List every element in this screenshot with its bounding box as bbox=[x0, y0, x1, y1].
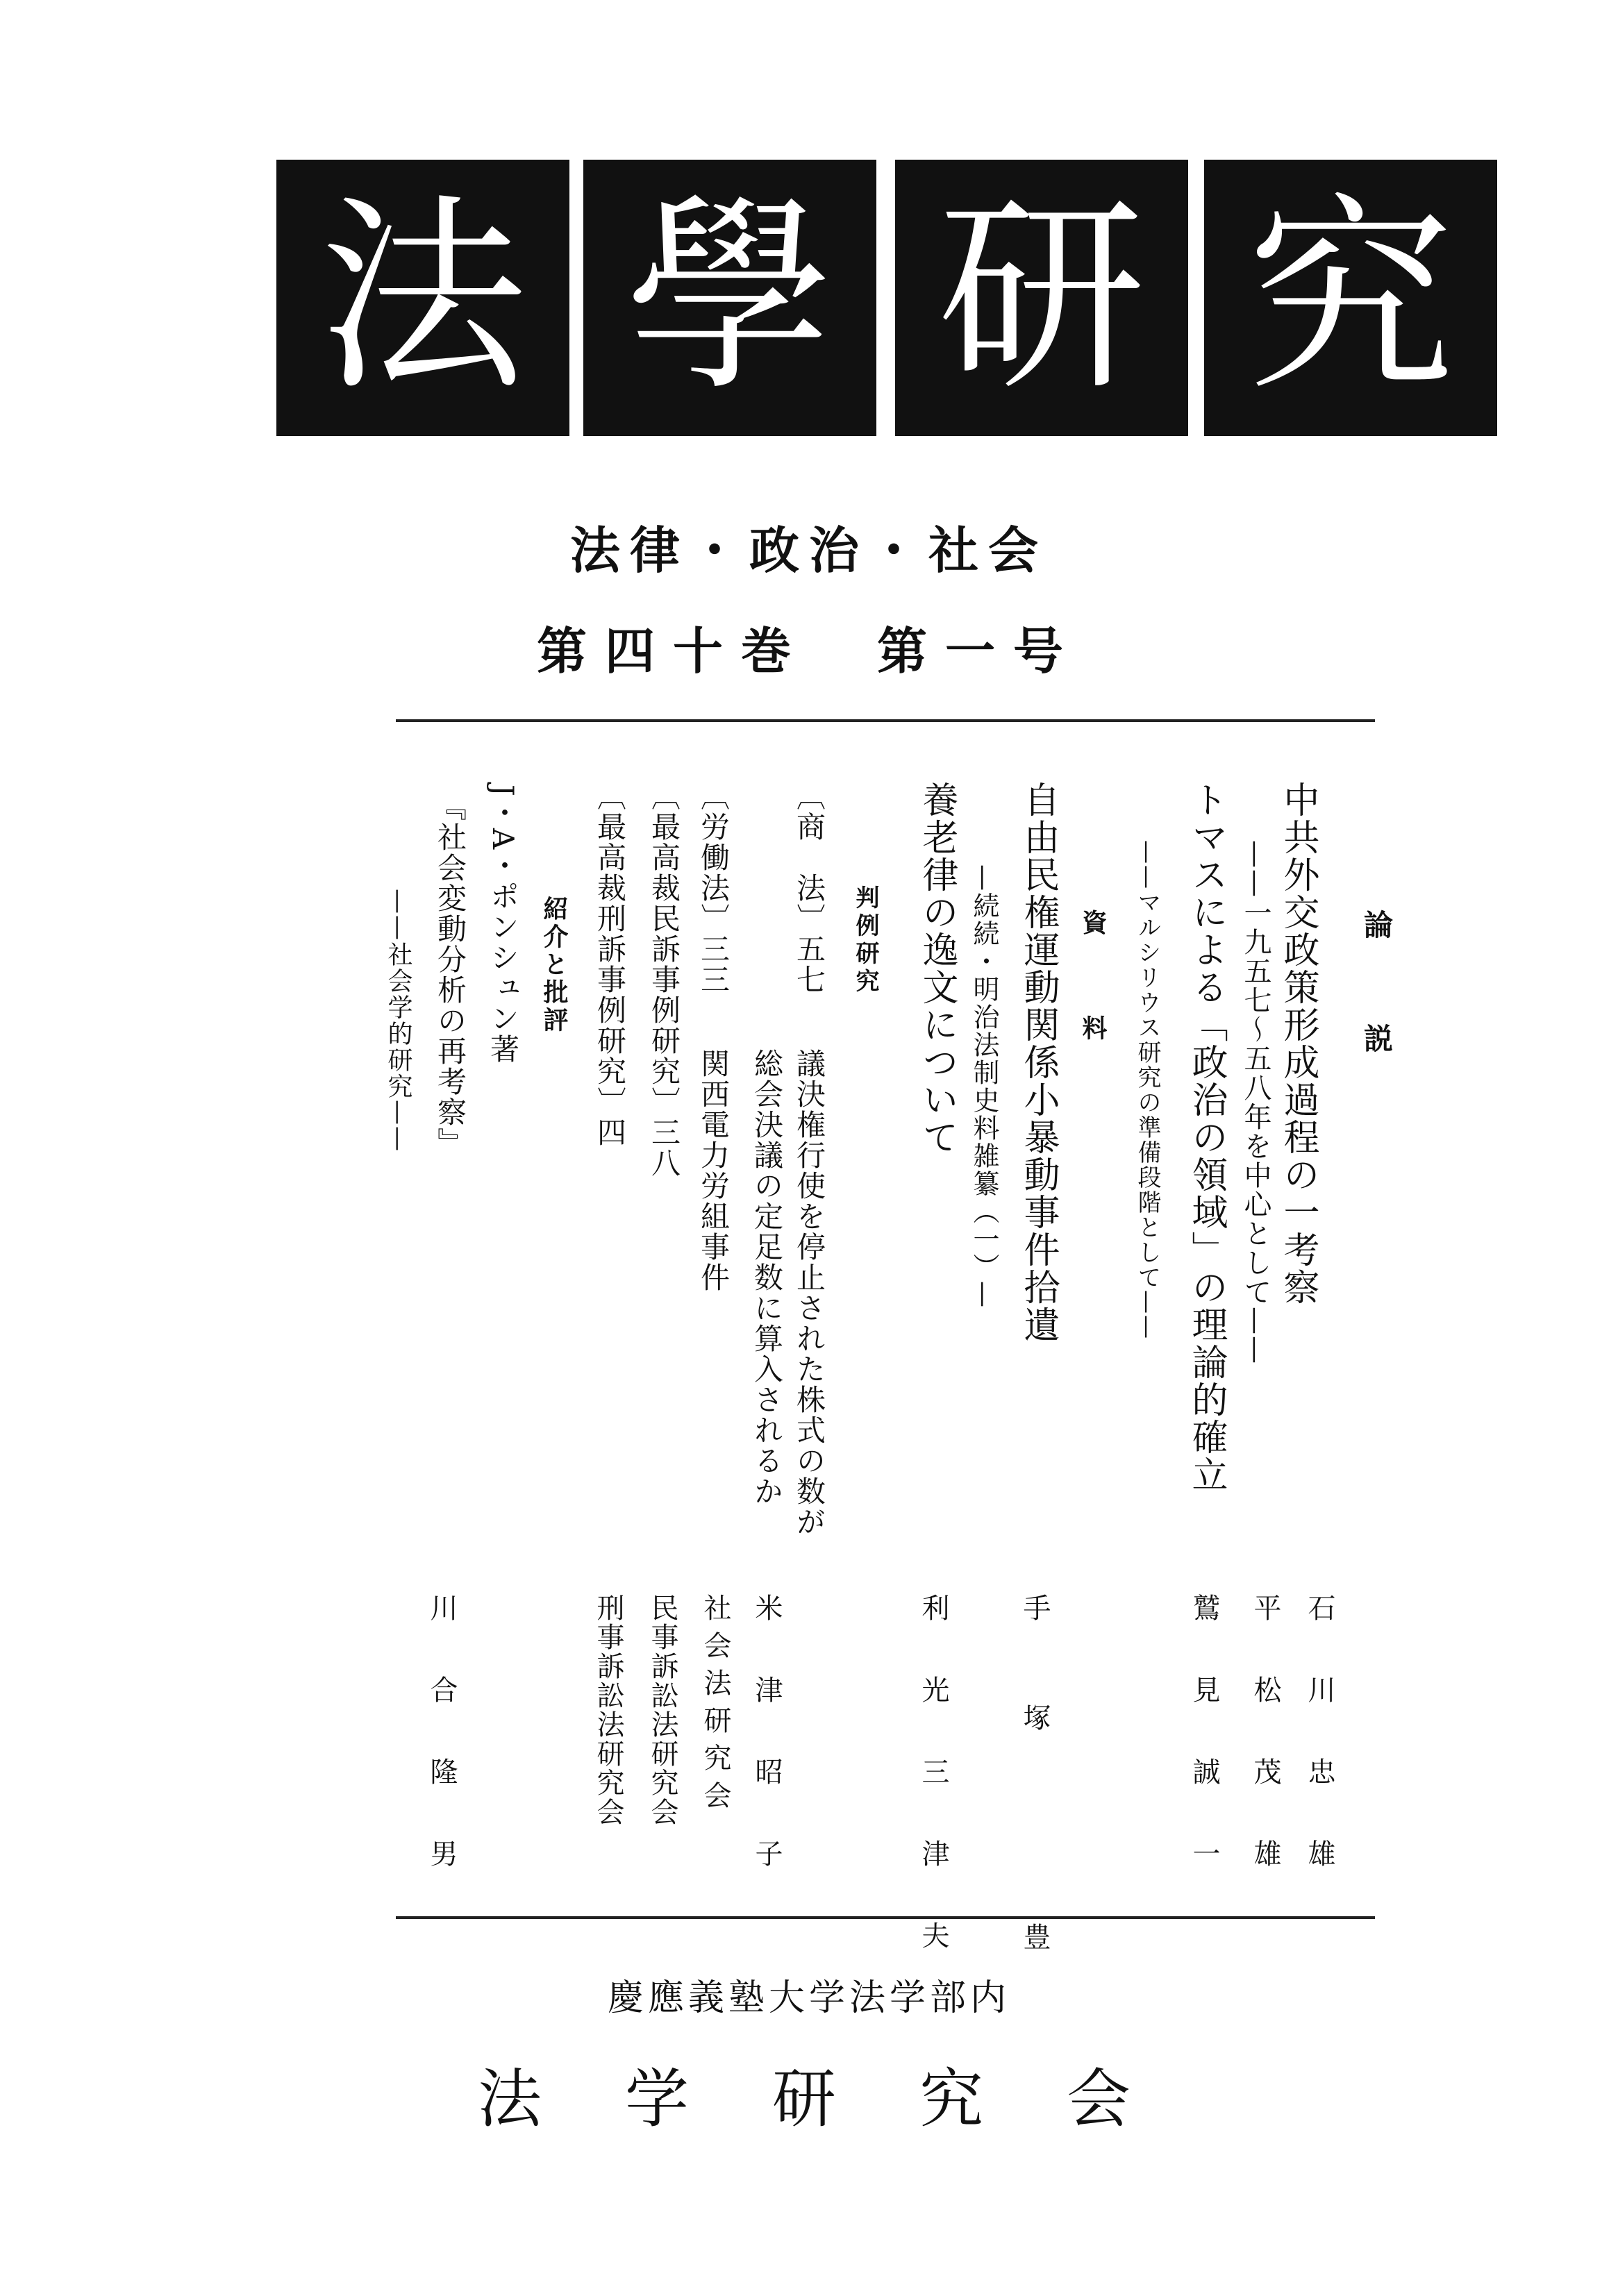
article2-title: トマスによる「政治の領域」の理論的確立 bbox=[1185, 781, 1227, 1493]
case1-label: 〔商 法〕五七 bbox=[792, 781, 826, 995]
article3-author: 手塚 豊 bbox=[1019, 1593, 1051, 2032]
article1-subtitle: ——一九五七～五八年を中心として—— bbox=[1240, 840, 1271, 1365]
article4-author: 利光三津夫 bbox=[917, 1593, 949, 2003]
article2-subtitle: ——マルシリウス研究の準備段階として—— bbox=[1133, 840, 1161, 1340]
case2-author: 社会法研究会 bbox=[699, 1593, 731, 1818]
top-rule bbox=[396, 719, 1375, 722]
section-heading-review: 紹介と批評 bbox=[540, 896, 568, 1034]
article1-author: 石川忠雄 bbox=[1303, 1593, 1335, 1921]
case4-label: 〔最高裁刑訴事例研究〕四 bbox=[593, 781, 627, 1148]
case1-title-b: 総会決議の定足数に算入されるか bbox=[750, 1048, 784, 1507]
article1-title: 中共外交政策形成過程の一考察 bbox=[1277, 781, 1319, 1306]
section-heading-ronsetsu: 論 説 bbox=[1360, 910, 1394, 1080]
bottom-rule bbox=[396, 1916, 1375, 1919]
case3-author: 民事訴訟法研究会 bbox=[647, 1593, 678, 1827]
case1-title-a: 議決権行使を停止された株式の数が bbox=[792, 1048, 826, 1537]
review-line-1: J・A・ポンシュン著 bbox=[486, 785, 520, 1065]
title-char-4: 究 bbox=[1204, 160, 1497, 436]
review-line-3: ——社会学的研究—— bbox=[384, 889, 412, 1153]
volume-number: 第四十巻 第一号 bbox=[536, 622, 1081, 680]
case1-author: 米津昭子 bbox=[751, 1593, 783, 1921]
title-char-2: 學 bbox=[583, 160, 876, 436]
case3-label: 〔最高裁民訴事例研究〕三八 bbox=[647, 781, 681, 1178]
title-char-1: 法 bbox=[276, 160, 569, 436]
article2-author: 鷲見誠一 bbox=[1188, 1593, 1220, 1921]
article4-title: 養老律の逸文について bbox=[916, 781, 958, 1156]
case4-author: 刑事訴訟法研究会 bbox=[592, 1593, 624, 1827]
section-heading-hanrei: 判例研究 bbox=[851, 885, 879, 996]
article3-title: 自由民権運動関係小暴動事件拾遺 bbox=[1017, 781, 1059, 1343]
article1-author-2: 平松茂雄 bbox=[1249, 1593, 1281, 1921]
case2-title: 関西電力労組事件 bbox=[697, 1048, 731, 1293]
case2-label: 〔労働法〕三三 bbox=[697, 781, 731, 995]
publisher-line-2: 法 学 研 究 会 bbox=[477, 2062, 1140, 2136]
journal-subtitle: 法律・政治・社会 bbox=[569, 521, 1048, 580]
publisher-line-1: 慶應義塾大学法学部内 bbox=[607, 1977, 1010, 2019]
review-line-2: 『社会変動分析の再考察』 bbox=[433, 791, 467, 1158]
review-author: 川合隆男 bbox=[426, 1593, 458, 1921]
section-heading-shiryo: 資 料 bbox=[1078, 910, 1107, 1068]
title-char-3: 研 bbox=[895, 160, 1188, 436]
article3-subtitle: —続続・明治法制史料雑纂（一）— bbox=[969, 864, 999, 1309]
